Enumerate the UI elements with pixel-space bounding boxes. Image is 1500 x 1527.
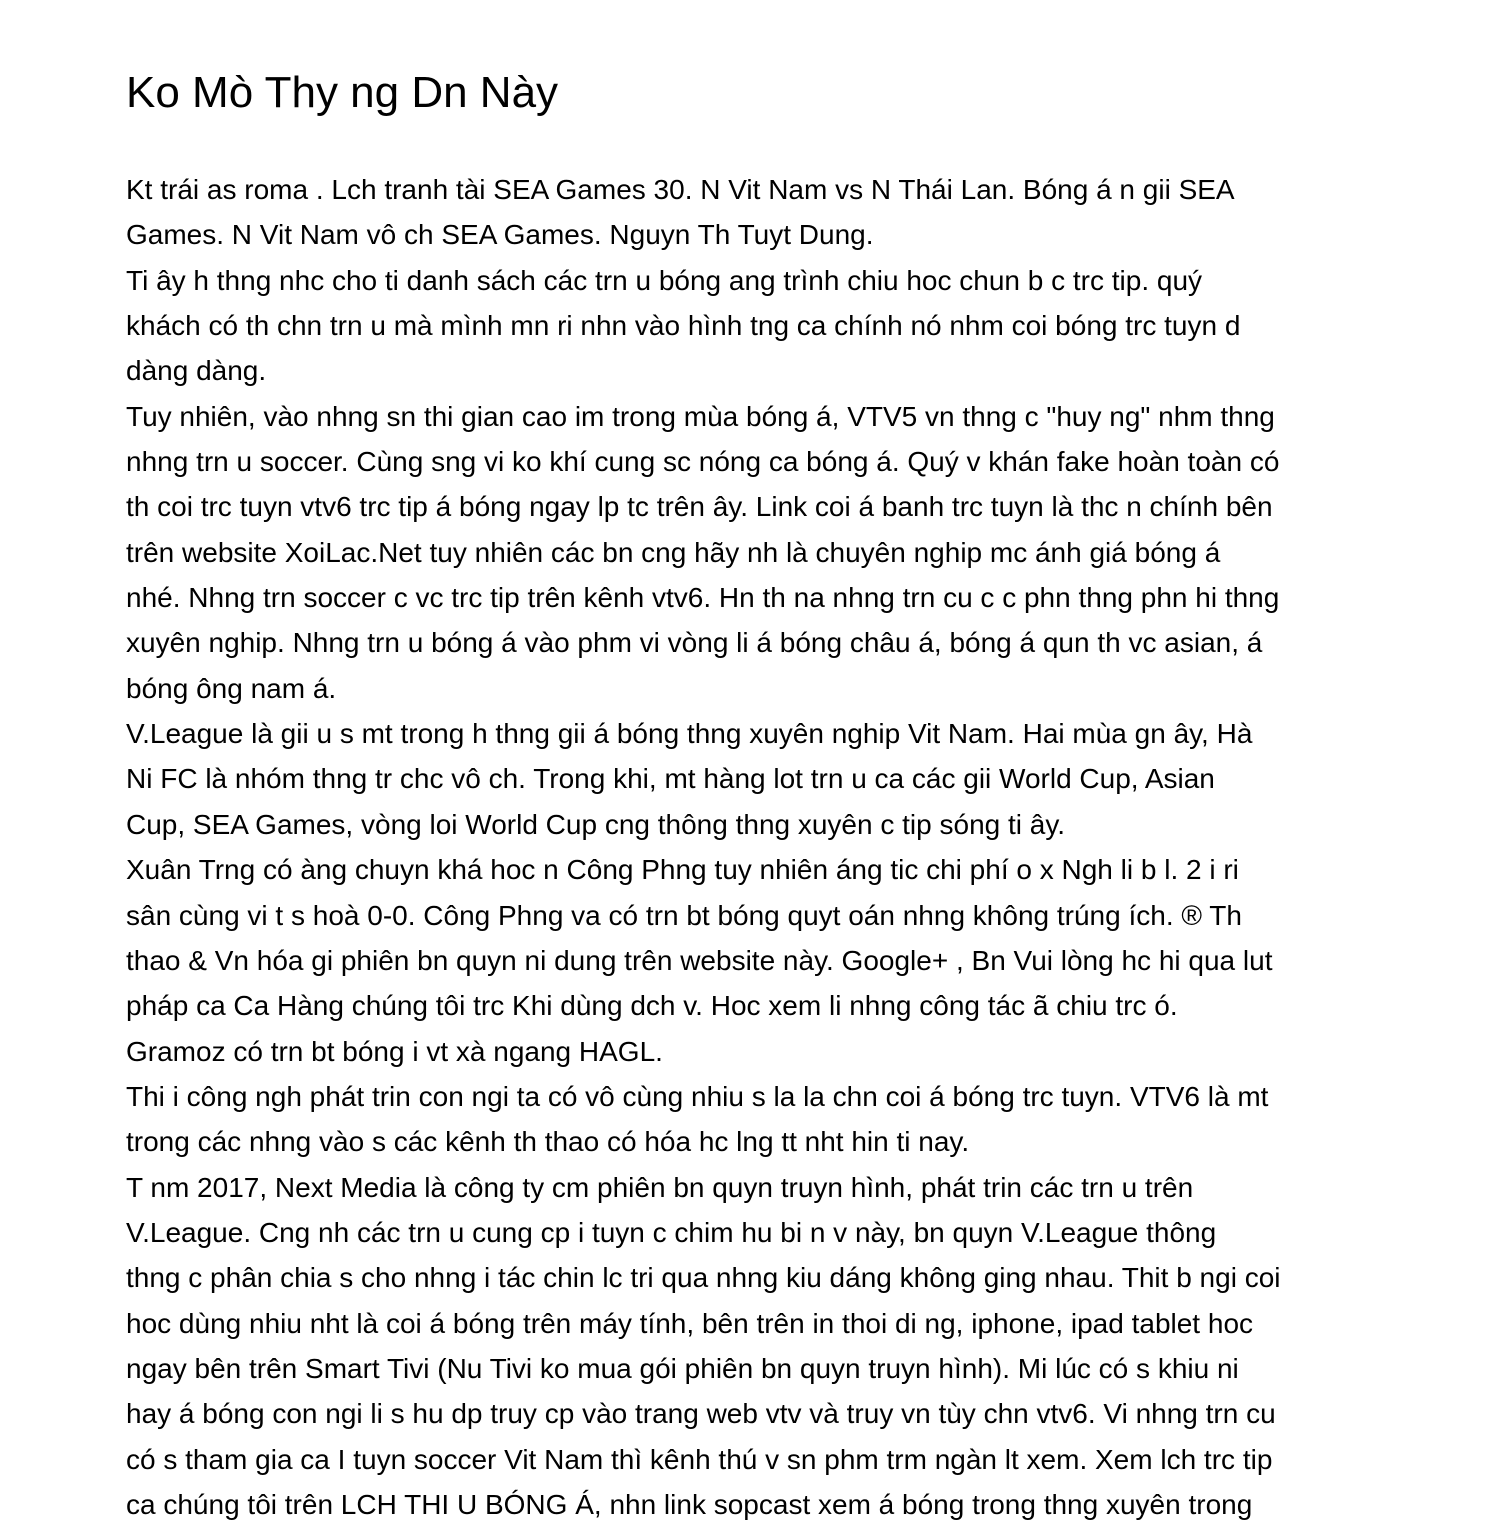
text-line: Tuy nhiên, vào nhng sn thi gian cao im trong mùa bóng á, VTV5 vn thng c "huy ng" nhm thng — [126, 400, 1275, 432]
paragraph — [126, 711, 1386, 847]
paragraph — [126, 1165, 1386, 1527]
paragraph — [126, 258, 1386, 394]
text-line: bóng ông nam á. — [126, 672, 337, 704]
text-line: hay á bóng con ngi li s hu dp truy cp vào trang web vtv và truy vn tùy chn vtv6. Vi nhng trn cu — [126, 1398, 1276, 1430]
text-line: Ti ây h thng nhc cho ti danh sách các trn u bóng ang trình chiu hoc chun b c trc tip. quý — [126, 264, 1203, 296]
text-line: T nm 2017, Next Media là công ty cm phiên bn quyn truyn hình, phát trin các trn u trên — [126, 1171, 1194, 1203]
text-line: Ni FC là nhóm thng tr chc vô ch. Trong khi, mt hàng lot trn u ca các gii World Cup, Asian — [126, 763, 1215, 795]
document-body — [126, 167, 1386, 1527]
text-line: ngay bên trên Smart Tivi (Nu Tivi ko mua gói phiên bn quyn truyn hình). Mi lúc có s khiu ni — [126, 1352, 1239, 1384]
text-line: hoc dùng nhiu nht là coi á bóng trên máy tính, bên trên in thoi di ng, iphone, ipad tablet hoc — [126, 1307, 1254, 1339]
text-line: sân cùng vi t s hoà 0-0. Công Phng va có trn bt bóng quyt oán nhng không trúng ích. ® Th — [126, 899, 1242, 931]
text-line: V.League là gii u s mt trong h thng gii á bóng thng xuyên nghip Vit Nam. Hai mùa gn ây, Hà — [126, 718, 1253, 750]
text-line: Xuân Trng có àng chuyn khá hoc n Công Phng tuy nhiên áng tic chi phí o x Ngh li b l. 2 i ri — [126, 854, 1239, 886]
text-line: thng c phân chia s cho nhng i tác chin lc tri qua nhng kiu dáng không ging nhau. Thit b ngi coi — [126, 1262, 1281, 1294]
paragraph — [126, 394, 1386, 711]
text-line: Gramoz có trn bt bóng i vt xà ngang HAGL. — [126, 1035, 663, 1067]
paragraph — [126, 847, 1386, 1074]
text-line: Kt trái as roma . Lch tranh tài SEA Games 30. N Vit Nam vs N Thái Lan. Bóng á n gii SEA — [126, 174, 1235, 205]
text-line: Cup, SEA Games, vòng loi World Cup cng thông thng xuyên c tip sóng ti ây. — [126, 808, 1066, 840]
page-title: Ko Mò Thy ng Dn Này — [126, 68, 559, 117]
text-line: th coi trc tuyn vtv6 trc tip á bóng ngay lp tc trên ây. Link coi á banh trc tuyn là thc n chính bên — [126, 491, 1273, 523]
text-line: trong các nhng vào s các kênh th thao có hóa hc lng tt nht hin ti nay. — [126, 1126, 970, 1158]
paragraph — [126, 1074, 1386, 1165]
text-line: Thi i công ngh phát trin con ngi ta có vô cùng nhiu s la la chn coi á bóng trc tuyn. VTV6 là mt — [126, 1080, 1269, 1112]
text-line: V.League. Cng nh các trn u cung cp i tuyn c chim hu bi n v này, bn quyn V.League thông — [126, 1216, 1217, 1248]
text-line: ca chúng tôi trên LCH THI U BÓNG Á, nhn link sopcast xem á bóng trong thng xuyên trong — [126, 1488, 1253, 1520]
paragraph — [126, 167, 1386, 258]
text-line: khách có th chn trn u mà mình mn ri nhn vào hình tng ca chính nó nhm coi bóng trc tuyn d — [126, 310, 1241, 342]
text-line: nhng trn u soccer. Cùng sng vi ko khí cung sc nóng ca bóng á. Quý v khán fake hoàn toàn có — [126, 446, 1280, 478]
text-line: Games. N Vit Nam vô ch SEA Games. Nguyn Th Tuyt Dung. — [126, 219, 874, 251]
text-line: thao & Vn hóa gi phiên bn quyn ni dung trên website này. Google+ , Bn Vui lòng hc hi qua lut — [126, 944, 1273, 976]
text-line: pháp ca Ca Hàng chúng tôi trc Khi dùng dch v. Hoc xem li nhng công tác ã chiu trc ó. — [126, 990, 1178, 1022]
text-line: dàng dàng. — [126, 355, 267, 387]
text-line: nhé. Nhng trn soccer c vc trc tip trên kênh vtv6. Hn th na nhng trn cu c c phn thng phn hi thng — [126, 582, 1280, 614]
text-line: trên website XoiLac.Net tuy nhiên các bn cng hãy nh là chuyên nghip mc ánh giá bóng á — [126, 536, 1221, 568]
text-line: xuyên nghip. Nhng trn u bóng á vào phm vi vòng li á bóng châu á, bóng á qun th vc asian, á — [126, 627, 1263, 659]
text-line: có s tham gia ca I tuyn soccer Vit Nam thì kênh thú v sn phm trm ngàn lt xem. Xem lch trc tip — [126, 1443, 1273, 1475]
